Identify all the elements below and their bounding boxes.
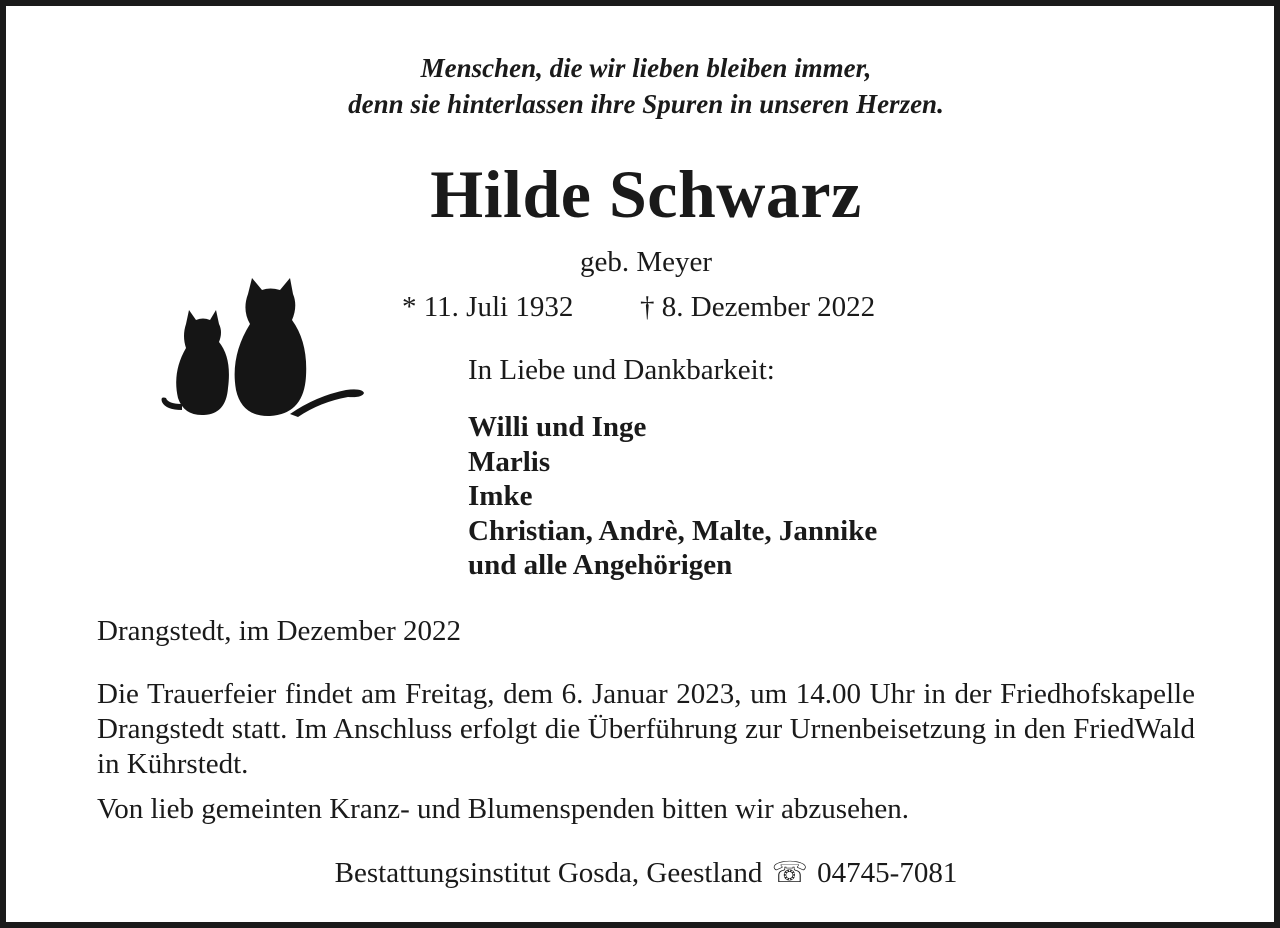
place-date: Drangstedt, im Dezember 2022 <box>97 615 462 647</box>
undertaker-footer <box>6 855 1280 891</box>
quote-line-1: Menschen, die wir lieben bleiben immer, <box>420 53 872 83</box>
flowers-text: Von lieb gemeinten Kranz- und Blumenspenden bitten wir abzusehen. <box>97 793 910 825</box>
birth-date: * 11. Juli 1932 <box>402 291 574 323</box>
quote-line-2: denn sie hinterlassen ihre Spuren in unseren Herzen. <box>348 89 944 119</box>
mourner-entry: Imke <box>468 480 533 512</box>
phone-icon: ☏ <box>771 857 808 889</box>
ceremony-text: Die Trauerfeier findet am Freitag, dem 6. Januar 2023, um 14.00 Uhr in der Friedhofskapelle Drangstedt statt. Im Anschluss erfolgt die Überführung zur Urnenbeisetzung in den FriedWald in Kührstedt. <box>97 678 1195 780</box>
mourner-entry: Marlis <box>468 445 551 478</box>
death-date: † 8. Dezember 2022 <box>640 291 876 323</box>
big-cat-icon <box>235 278 307 416</box>
mourner-entry: Christian, Andrè, Malte, Jannike <box>468 514 878 547</box>
mourners-list <box>468 410 877 583</box>
deceased-name: Hilde Schwarz <box>430 156 862 232</box>
mourner-entry: Willi und Inge <box>468 411 647 443</box>
mourner-entry: und alle Angehörigen <box>468 549 733 581</box>
two-cats-silhouette-icon <box>156 268 371 428</box>
undertaker-name: Bestattungsinstitut Gosda, Geestland <box>334 857 763 889</box>
thanks-line: In Liebe und Dankbarkeit: <box>468 354 775 386</box>
maiden-name: geb. Meyer <box>579 246 713 278</box>
small-cat-icon <box>176 310 229 415</box>
phone-number: 04745-7081 <box>817 857 958 889</box>
